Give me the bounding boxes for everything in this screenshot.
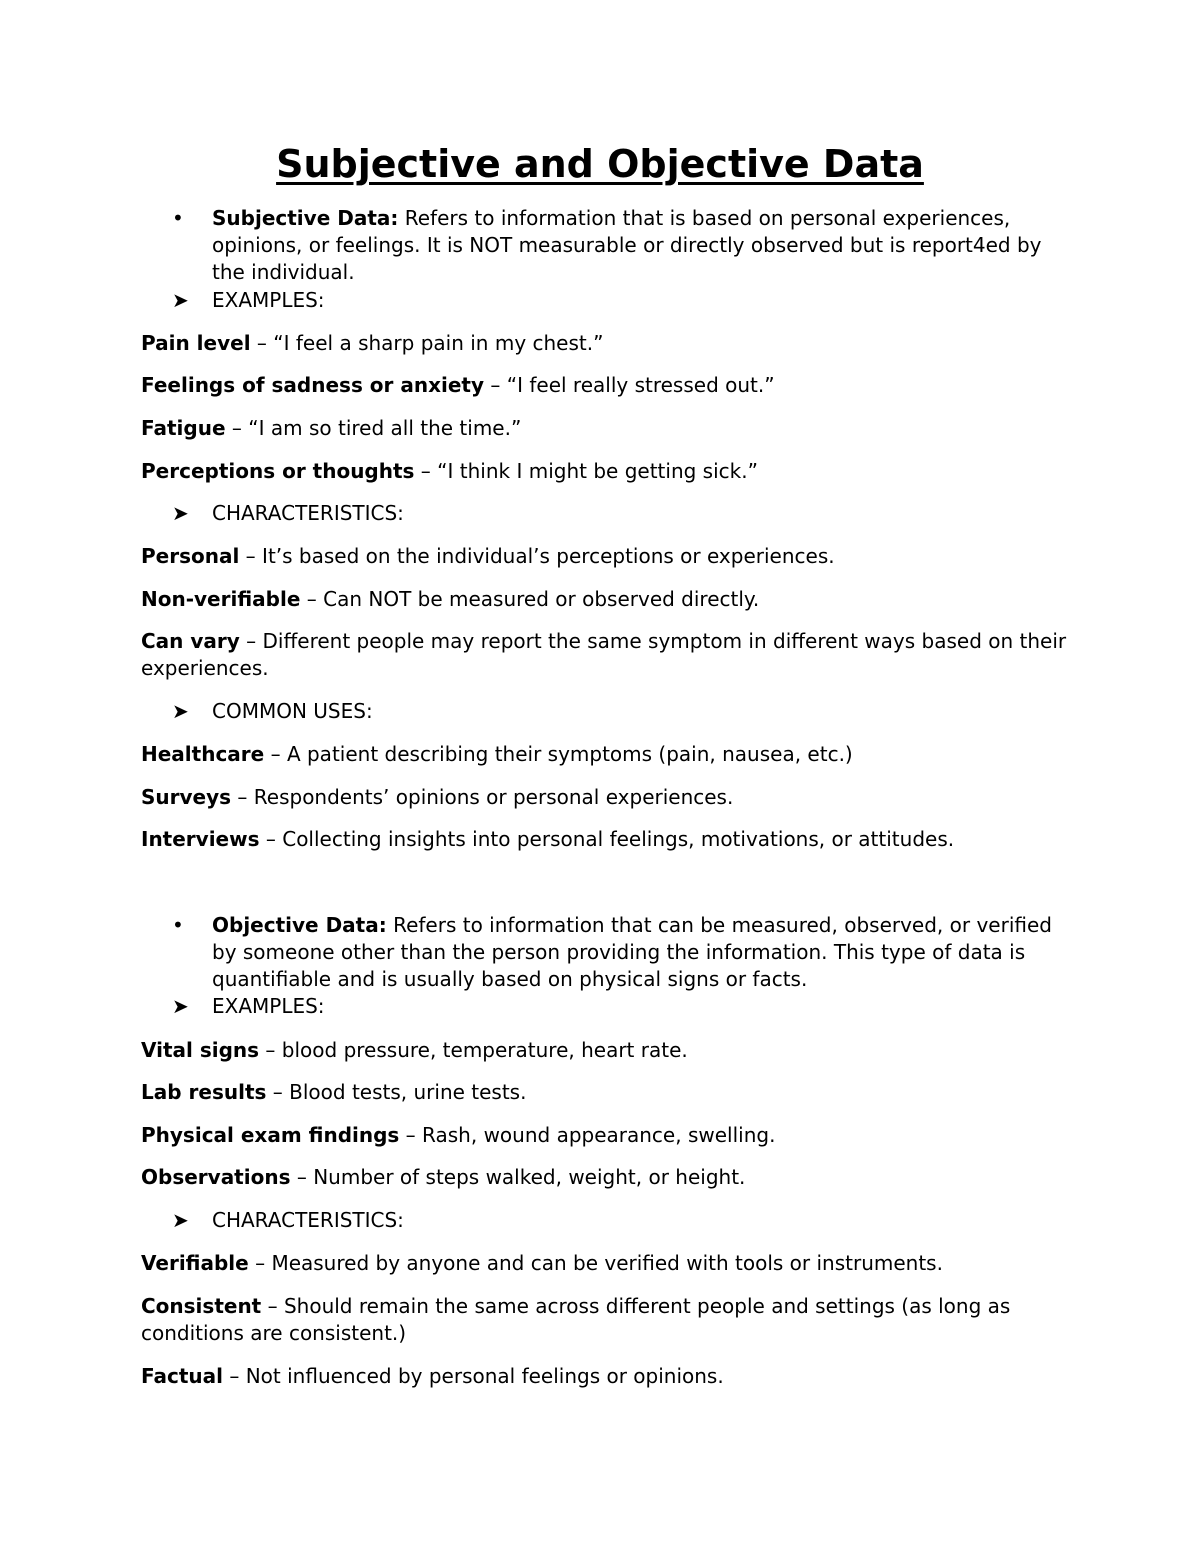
- arrowhead-bullet-icon: ➤: [172, 288, 189, 312]
- objective-term: Objective Data:: [212, 913, 387, 937]
- subjective-term: Subjective Data:: [212, 206, 399, 230]
- subjective-definition: Subjective Data: Refers to information that is based on personal experiences, opinions, or feelings. It is NOT measurable or directly observed but is report4ed by the individual.: [212, 206, 1042, 284]
- subjective-uses-heading: ➤ COMMON USES:: [172, 699, 373, 723]
- list-item: Verifiable – Measured by anyone and can be verified with tools or instruments.: [141, 1251, 943, 1275]
- list-item: Can vary – Different people may report the same symptom in different ways based on their experiences.: [141, 629, 1067, 680]
- list-item: Physical exam findings – Rash, wound appearance, swelling.: [141, 1123, 776, 1147]
- list-item: Observations – Number of steps walked, weight, or height.: [141, 1165, 746, 1189]
- list-item: Healthcare – A patient describing their symptoms (pain, nausea, etc.): [141, 742, 853, 766]
- list-item: Feelings of sadness or anxiety – “I feel really stressed out.”: [141, 373, 775, 397]
- list-item: Surveys – Respondents’ opinions or personal experiences.: [141, 785, 734, 809]
- objective-examples-heading: ➤ EXAMPLES:: [172, 994, 325, 1018]
- list-item: Vital signs – blood pressure, temperature, heart rate.: [141, 1038, 688, 1062]
- list-item: Consistent – Should remain the same across different people and settings (as long as conditions are consistent.): [141, 1294, 1011, 1345]
- objective-definition: Objective Data: Refers to information that can be measured, observed, or verified by someone other than the person providing the information. This type of data is quantifiable and is usually based on physical signs or facts.: [212, 913, 1052, 991]
- bullet-dot-icon: •: [172, 913, 184, 937]
- arrowhead-bullet-icon: ➤: [172, 994, 189, 1018]
- list-item: Pain level – “I feel a sharp pain in my chest.”: [141, 331, 604, 355]
- list-item: Personal – It’s based on the individual’s perceptions or experiences.: [141, 544, 835, 568]
- page-title: Subjective and Objective Data: [276, 142, 924, 186]
- subjective-characteristics-heading: ➤ CHARACTERISTICS:: [172, 501, 404, 525]
- arrowhead-bullet-icon: ➤: [172, 501, 189, 525]
- list-item: Perceptions or thoughts – “I think I might be getting sick.”: [141, 459, 758, 483]
- subjective-examples-heading: ➤ EXAMPLES:: [172, 288, 325, 312]
- arrowhead-bullet-icon: ➤: [172, 1208, 189, 1232]
- arrowhead-bullet-icon: ➤: [172, 699, 189, 723]
- list-item: Lab results – Blood tests, urine tests.: [141, 1080, 527, 1104]
- list-item: Non-verifiable – Can NOT be measured or observed directly.: [141, 587, 760, 611]
- list-item: Interviews – Collecting insights into personal feelings, motivations, or attitudes.: [141, 827, 955, 851]
- list-item: Fatigue – “I am so tired all the time.”: [141, 416, 522, 440]
- bullet-dot-icon: •: [172, 206, 184, 230]
- objective-characteristics-heading: ➤ CHARACTERISTICS:: [172, 1208, 404, 1232]
- list-item: Factual – Not influenced by personal feelings or opinions.: [141, 1364, 724, 1388]
